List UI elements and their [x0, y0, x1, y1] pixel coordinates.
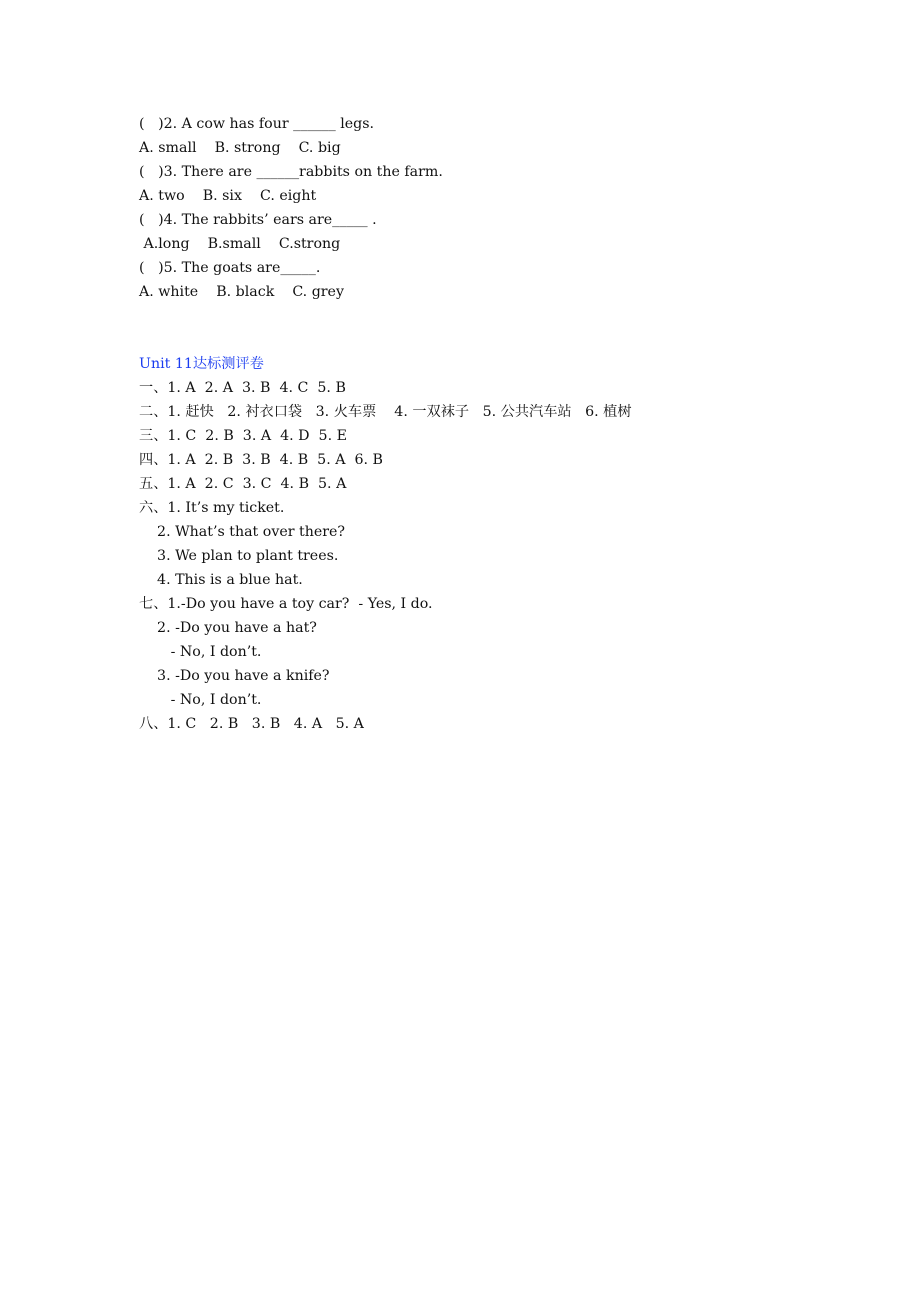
answer-line-7: 七、1.-Do you have a toy car? - Yes, I do.	[139, 596, 433, 612]
answer-line-3: 三、1. C 2. B 3. A 4. D 5. E	[139, 428, 347, 444]
answer-line-7-3-reply: - No, I don’t.	[139, 692, 262, 708]
answer-line-7-2: 2. -Do you have a hat?	[139, 620, 317, 636]
answer-line-6-3: 3. We plan to plant trees.	[139, 548, 339, 564]
answer-line-4: 四、1. A 2. B 3. B 4. B 5. A 6. B	[139, 452, 383, 468]
answer-key-heading: Unit 11达标测评卷	[139, 356, 264, 372]
question-2-options: A. small B. strong C. big	[139, 140, 341, 156]
answer-line-6-2: 2. What’s that over there?	[139, 524, 346, 540]
question-3: ( )3. There are ______rabbits on the farm.	[139, 164, 443, 180]
answer-line-6: 六、1. It’s my ticket.	[139, 500, 285, 516]
answer-line-5: 五、1. A 2. C 3. C 4. B 5. A	[139, 476, 347, 492]
question-5: ( )5. The goats are_____.	[139, 260, 321, 276]
answer-line-2: 二、1. 赶快 2. 衬衣口袋 3. 火车票 4. 一双袜子 5. 公共汽车站 6. 植树	[139, 404, 632, 420]
question-3-options: A. two B. six C. eight	[139, 188, 317, 204]
question-5-options: A. white B. black C. grey	[139, 284, 344, 300]
question-4-options: A.long B.small C.strong	[139, 236, 341, 252]
answer-line-8: 八、1. C 2. B 3. B 4. A 5. A	[139, 716, 364, 732]
question-2: ( )2. A cow has four ______ legs.	[139, 116, 375, 132]
answer-line-6-4: 4. This is a blue hat.	[139, 572, 303, 588]
answer-line-7-3: 3. -Do you have a knife?	[139, 668, 330, 684]
answer-line-7-2-reply: - No, I don’t.	[139, 644, 262, 660]
answer-line-1: 一、1. A 2. A 3. B 4. C 5. B	[139, 380, 346, 396]
question-4: ( )4. The rabbits’ ears are_____ .	[139, 212, 377, 228]
